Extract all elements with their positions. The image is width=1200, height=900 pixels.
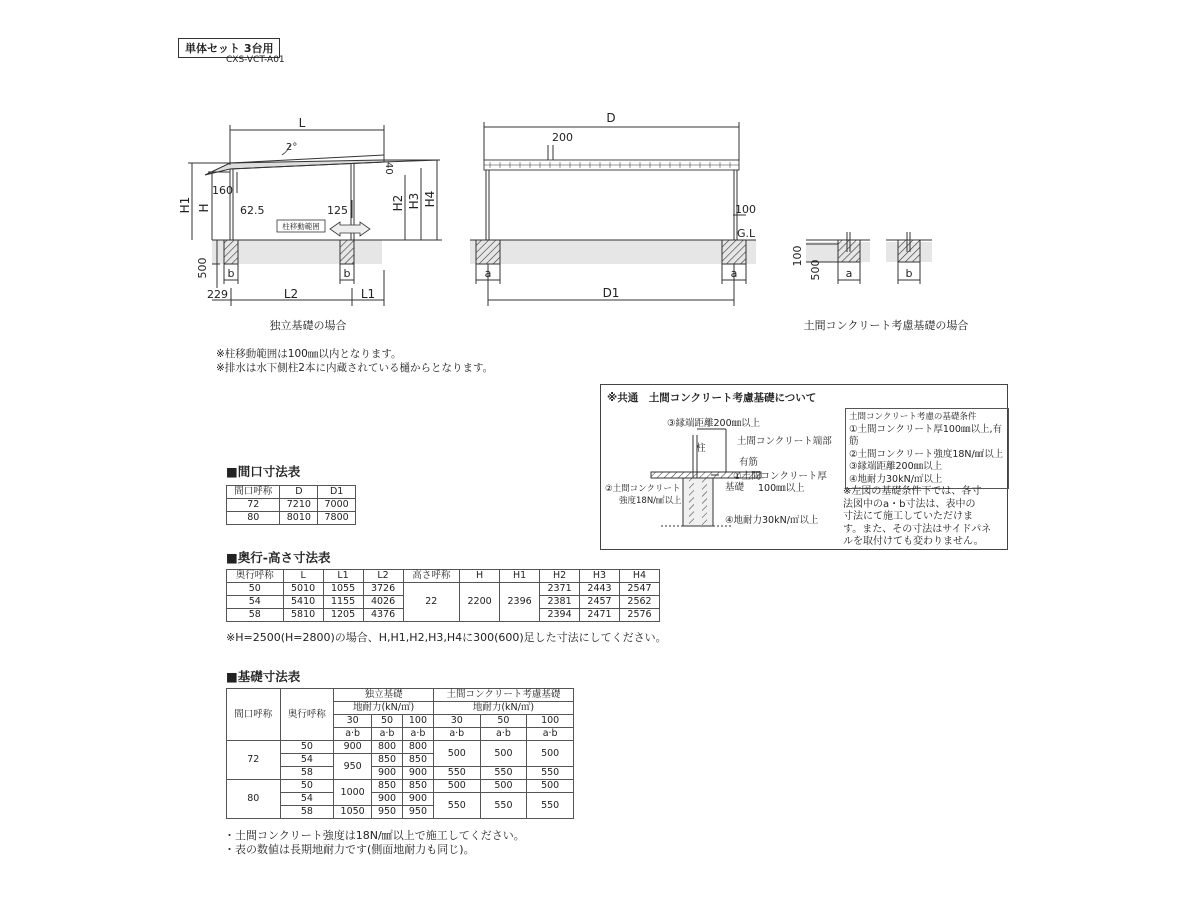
dimension-label: ④地耐力30kN/㎡以上: [725, 515, 819, 526]
dimension-label: 62.5: [240, 204, 265, 217]
table-cell: 54: [227, 596, 284, 609]
dimension-label: a: [845, 267, 853, 280]
table-header-row: [227, 570, 660, 583]
table-cell: 800: [402, 741, 433, 754]
dimension-label: D1: [602, 286, 620, 300]
table-cell: 2562: [620, 596, 660, 609]
dimension-label: 基礎: [725, 482, 745, 493]
dimension-label: D: [606, 111, 616, 125]
table-cell: 2200: [460, 583, 500, 622]
table-cell: 50: [280, 780, 334, 793]
table-cell: 900: [372, 793, 403, 806]
table-cell: 500: [527, 741, 574, 767]
dimension-label: 500: [809, 259, 822, 281]
table-cell: 2443: [580, 583, 620, 596]
table-cell: 500: [527, 780, 574, 793]
dimension-label: L: [298, 116, 306, 130]
table-cell: 100: [402, 715, 433, 728]
dimension-label: 40: [383, 162, 394, 175]
table-cell: 50: [280, 741, 334, 754]
table-header-row: [227, 486, 356, 499]
table-cell: 550: [480, 793, 527, 819]
condition-item: ②土間コンクリート強度18N/㎟以上: [849, 448, 1004, 460]
table-cell: 1155: [323, 596, 363, 609]
table-cell: H: [460, 570, 500, 583]
table-cell: H4: [620, 570, 660, 583]
dimension-label: H4: [423, 190, 437, 208]
foundation-notes: [224, 829, 525, 857]
table-row: [227, 499, 356, 512]
dimension-label: H1: [178, 196, 192, 214]
table-cell: 54: [280, 754, 334, 767]
dimension-label: 500: [196, 257, 209, 279]
dimension-label: b: [227, 267, 235, 280]
table-cell: 850: [372, 754, 403, 767]
depth-table-note: ※H=2500(H=2800)の場合、H,H1,H2,H3,H4に300(600)足した寸法にしてください。: [226, 631, 667, 644]
table-cell: 5810: [283, 609, 323, 622]
table-cell: 間口呼称: [227, 689, 281, 741]
note-line: ※排水は水下側柱2本に内蔵されている樋からとなります。: [216, 362, 494, 374]
common-note-line: 寸法にて施工していただけま: [843, 511, 973, 522]
dimension-label: H3: [407, 192, 421, 210]
dimension-label: b: [343, 267, 351, 280]
common-note-line: ※左図の基礎条件下では、各寸: [843, 486, 982, 497]
dimension-label: b: [905, 267, 913, 280]
table-cell: H3: [580, 570, 620, 583]
dimension-label: 100㎜以上: [758, 483, 805, 494]
product-code: CXS-VCT-A01: [226, 55, 285, 65]
table-cell: 550: [480, 767, 527, 780]
table-cell: 950: [402, 806, 433, 819]
dimension-label: 100: [791, 245, 804, 267]
table-cell: 地耐力(kN/㎡): [334, 702, 434, 715]
table-cell: 950: [334, 754, 372, 780]
table-cell: 1000: [334, 780, 372, 806]
table-cell: 3726: [363, 583, 403, 596]
dimension-label: 229: [207, 288, 228, 301]
condition-item: ①土間コンクリート厚100㎜以上,有筋: [849, 423, 1002, 447]
th: 間口呼称: [227, 486, 280, 499]
dimension-label: ③縁端距離200㎜以上: [667, 418, 761, 429]
table-cell: 奥行呼称: [227, 570, 284, 583]
dimension-label: 125: [327, 204, 348, 217]
dimension-label: L2: [283, 287, 299, 301]
table-cell: 2396: [500, 583, 540, 622]
common-note-line: す。また、その寸法はサイドパネ: [843, 523, 992, 535]
table-row: [227, 741, 574, 754]
conditions-box: [845, 408, 1009, 489]
dimension-label: 100: [735, 203, 756, 216]
table-header-row: [227, 689, 574, 702]
dimension-label: 2°: [286, 142, 298, 153]
table-cell: H2: [540, 570, 580, 583]
table-cell: L1: [323, 570, 363, 583]
table-cell: a·b: [527, 728, 574, 741]
table-cell: 550: [433, 767, 480, 780]
table-cell: 850: [402, 780, 433, 793]
dimension-label: 160: [212, 184, 233, 197]
th: D: [280, 486, 318, 499]
condition-item: ④地耐力30kN/㎡以上: [849, 473, 943, 485]
dimension-label: 有筋: [739, 457, 759, 468]
dimension-label: H: [197, 203, 211, 213]
slab-section-drawing: [601, 385, 851, 549]
table-cell: 550: [433, 793, 480, 819]
table-cell: 30: [433, 715, 480, 728]
table-cell: 950: [372, 806, 403, 819]
table-row: [227, 583, 660, 596]
dimension-label: G.L: [737, 227, 756, 240]
foundation-table-title: ■基礎寸法表: [226, 669, 301, 684]
table-cell: L2: [363, 570, 403, 583]
table-cell: a·b: [334, 728, 372, 741]
table-cell: 54: [280, 793, 334, 806]
table-cell: 8010: [280, 512, 318, 525]
table-cell: 80: [227, 512, 280, 525]
dimension-label: a: [730, 267, 738, 280]
table-cell: 850: [402, 754, 433, 767]
table-cell: 30: [334, 715, 372, 728]
table-cell: 900: [334, 741, 372, 754]
table-cell: 地耐力(kN/㎡): [433, 702, 573, 715]
table-cell: 1055: [323, 583, 363, 596]
table-cell: 2457: [580, 596, 620, 609]
foundation-note-line: ・土間コンクリート強度は18N/㎟以上で施工してください。: [224, 829, 525, 842]
foundation-table: [226, 688, 574, 819]
table-cell: 50: [372, 715, 403, 728]
table-cell: 500: [433, 741, 480, 767]
table-cell: 7000: [318, 499, 356, 512]
table-cell: a·b: [433, 728, 480, 741]
table-cell: 58: [227, 609, 284, 622]
common-slab-box: [600, 384, 1008, 550]
table-cell: 2371: [540, 583, 580, 596]
table-cell: 58: [280, 767, 334, 780]
table-cell: 土間コンクリート考慮基礎: [433, 689, 573, 702]
foundation-note-line: ・表の数値は長期地耐力です(側面地耐力も同じ)。: [224, 843, 475, 856]
table-cell: 50: [227, 583, 284, 596]
table-cell: 独立基礎: [334, 689, 434, 702]
table-cell: 2381: [540, 596, 580, 609]
dimension-label: H2: [391, 194, 405, 212]
table-cell: 900: [402, 793, 433, 806]
table-cell: 22: [403, 583, 460, 622]
front-view-labels: [485, 111, 756, 300]
table-cell: 900: [402, 767, 433, 780]
table-cell: 550: [527, 767, 574, 780]
front-view: [470, 122, 756, 306]
table-cell: 2394: [540, 609, 580, 622]
table-cell: a·b: [480, 728, 527, 741]
table-cell: 58: [280, 806, 334, 819]
table-cell: 5410: [283, 596, 323, 609]
dimension-label: 柱: [696, 443, 706, 454]
th: D1: [318, 486, 356, 499]
side-view: [188, 125, 442, 306]
table-cell: 1050: [334, 806, 372, 819]
set-label: 単体セット 3台用: [178, 38, 280, 58]
table-cell: 50: [480, 715, 527, 728]
dimension-label: 土間コンクリート端部: [737, 436, 832, 447]
table-cell: a·b: [402, 728, 433, 741]
table-cell: 5010: [283, 583, 323, 596]
table-cell: 1205: [323, 609, 363, 622]
table-cell: 72: [227, 499, 280, 512]
dimension-label: 200: [552, 131, 573, 144]
table-cell: 2576: [620, 609, 660, 622]
common-note-line: 法図中のa・b寸法は、表中の: [843, 498, 976, 510]
common-box-note: [843, 486, 991, 549]
table-cell: 80: [227, 780, 281, 819]
table-cell: 7210: [280, 499, 318, 512]
table-cell: 900: [372, 767, 403, 780]
table-cell: L: [283, 570, 323, 583]
dimension-label: ②土間コンクリート: [605, 484, 681, 494]
dimension-label: 強度18N/㎟以上: [619, 496, 682, 506]
table-cell: 100: [527, 715, 574, 728]
table-row: [227, 780, 574, 793]
depth-table-title: ■奥行-高さ寸法表: [226, 550, 331, 565]
table-cell: a·b: [372, 728, 403, 741]
frontage-table: [226, 485, 356, 525]
note-line: ※柱移動範囲は100㎜以内となります。: [216, 348, 402, 360]
dimension-label: L1: [360, 287, 376, 301]
table-cell: 奥行呼称: [280, 689, 334, 741]
conditions-title: 土間コンクリート考慮の基礎条件: [849, 412, 977, 422]
table-cell: 72: [227, 741, 281, 780]
table-cell: H1: [500, 570, 540, 583]
table-cell: 2547: [620, 583, 660, 596]
table-cell: 500: [480, 741, 527, 767]
dimension-drawings: [0, 0, 1200, 340]
dimension-label: ①土間コンクリート厚: [733, 471, 827, 482]
table-cell: 500: [480, 780, 527, 793]
table-cell: 高さ呼称: [403, 570, 460, 583]
frontage-table-title: ■間口寸法表: [226, 464, 301, 479]
table-cell: 850: [372, 780, 403, 793]
common-note-line: ルを取付けても変わりません。: [843, 536, 984, 547]
table-row: [227, 512, 356, 525]
top-notes: [216, 347, 493, 375]
table-cell: 800: [372, 741, 403, 754]
condition-item: ③縁端距離200㎜以上: [849, 461, 943, 472]
common-box-title: ※共通 土間コンクリート考慮基礎について: [607, 392, 817, 404]
table-cell: 4026: [363, 596, 403, 609]
depth-height-table: [226, 569, 660, 622]
table-cell: 4376: [363, 609, 403, 622]
table-cell: 7800: [318, 512, 356, 525]
dimension-label: 土間コンクリート考慮基礎の場合: [803, 319, 969, 332]
dimension-label: 独立基礎の場合: [269, 319, 347, 332]
table-cell: 550: [527, 793, 574, 819]
dimension-label: a: [484, 267, 492, 280]
table-cell: 500: [433, 780, 480, 793]
dimension-label: 柱移動範囲: [282, 222, 320, 231]
table-cell: 2471: [580, 609, 620, 622]
slab-detail: [806, 232, 932, 284]
